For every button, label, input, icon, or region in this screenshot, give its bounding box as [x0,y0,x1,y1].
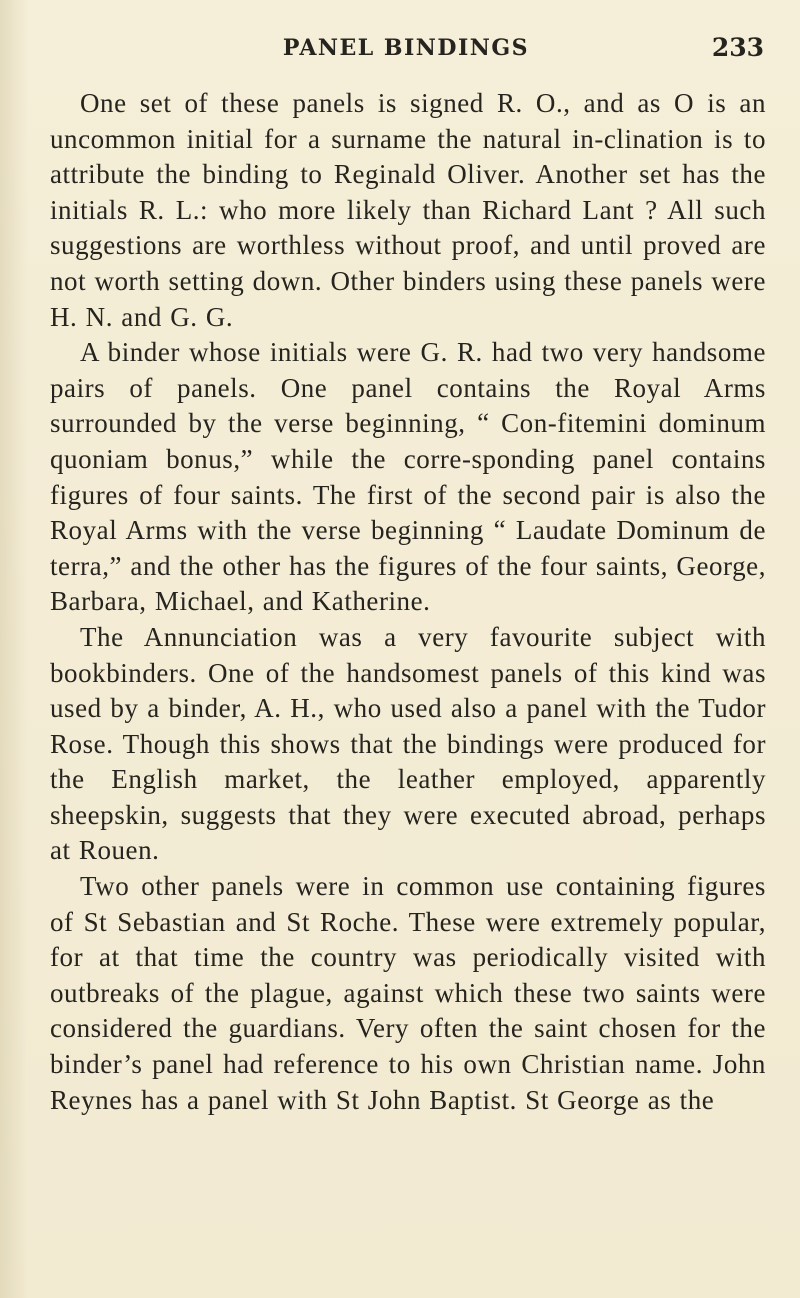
running-head: PANEL BINDINGS [282,35,530,61]
body-text [50,86,766,1118]
paragraph: The Annunciation was a very favourite subject with bookbinders. One of the handsomest panels of this kind was used by a binder, A. H., who used also a panel with the Tudor Rose. Though this shows that the bindings were produced for the English market, the leather employed, apparently sheepskin, suggests that they were executed abroad, perhaps at Rouen. [50,621,766,866]
paragraph: One set of these panels is signed R. O., and as O is an uncommon initial for a surname the natural in-clination is to attribute the binding to Reginald Oliver. Another set has the initials R. L.: who more likely than Richard Lant ? All such suggestions are worthless without proof, and until proved are not worth setting down. Other binders using these panels were H. N. and G. G. [50,88,766,332]
page-number: 233 [711,33,764,62]
paragraph: A binder whose initials were G. R. had two very handsome pairs of panels. One panel contains the Royal Arms surrounded by the verse beginning, “ Con-fitemini dominum quoniam bonus,” while the corre-sponding panel contains figures of four saints. The first of the second pair is also the Royal Arms with the verse beginning “ Laudate Dominum de terra,” and the other has the figures of the four saints, George, Barbara, Michael, and Katherine. [50,337,766,617]
page-header [48,30,764,66]
paragraph: Two other panels were in common use containing figures of St Sebastian and St Roche. These were extremely popular, for at that time the country was periodically visited with outbreaks of the plague, against which these two saints were considered the guardians. Very often the saint chosen for the binder’s panel had reference to his own Christian name. John Reynes has a panel with St John Baptist. St George as the [50,871,766,1115]
